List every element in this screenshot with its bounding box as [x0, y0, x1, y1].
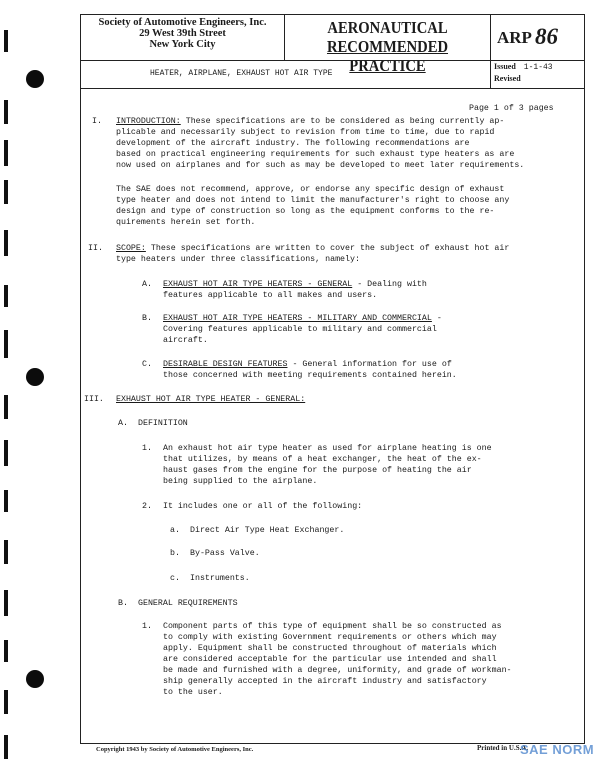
sub-item-text: Direct Air Type Heat Exchanger. [190, 526, 345, 535]
subject-divider [80, 88, 585, 89]
scope-item-title: DESIRABLE DESIGN FEATURES [163, 360, 288, 369]
printed-notice: Printed in U.S.A. [477, 744, 529, 752]
subsection-heading: DEFINITION [138, 419, 188, 428]
issued-date: 1-1-43 [523, 63, 553, 72]
requirement-line: be made and furnished with a degree, uniformity, and grade of workman- [163, 666, 512, 675]
revised-label: Revised [494, 74, 521, 83]
intro-line: development of the aircraft industry. The following recommendations are [116, 139, 470, 148]
org-name: Society of Automotive Engineers, Inc. [98, 17, 267, 28]
arp-number: 86 [535, 24, 558, 49]
definition-line: haust gases from the engine for the purpose of heating the air [163, 466, 472, 475]
copyright-notice: Copyright 1943 by Society of Automotive Engineers, Inc. [96, 746, 254, 753]
requirement-line: to comply with existing Government requirements or others which may [163, 633, 497, 642]
intro-line: now used on airplanes and for such as may be developed to meet later requirements. [116, 161, 525, 170]
intro-para2-line: design and type of construction so long as the equipment conforms to the re- [116, 207, 495, 216]
section-number: I. [92, 117, 102, 126]
definition-line: that utilizes, by means of a heat exchanger, the heat of the ex- [163, 455, 482, 464]
subsection-letter: B. [118, 599, 128, 608]
doc-title-line1: AERONAUTICAL [327, 18, 448, 37]
scope-item-line: those concerned with meeting requirements contained herein. [163, 371, 457, 380]
scope-item-line: features applicable to all makes and users. [163, 291, 378, 300]
requirement-line: ship generally accepted in the aircraft industry and satisfactory [163, 677, 487, 686]
scope-item-line: aircraft. [163, 336, 208, 345]
item-number: 1. [142, 622, 152, 631]
sub-item-letter: a. [170, 526, 180, 535]
subject-row-divider [490, 60, 491, 88]
item-number: 1. [142, 444, 152, 453]
intro-line: based on practical engineering requirements for such exhaust type heaters as are [116, 150, 515, 159]
scope-item-letter: A. [142, 280, 152, 289]
sae-norm-watermark: SAE NORM [520, 742, 595, 757]
header-title-block [285, 14, 490, 75]
requirement-line: are considered acceptable for the particular use intended and shall [163, 655, 497, 664]
sub-item-text: Instruments. [190, 574, 250, 583]
definition-line: It includes one or all of the following: [163, 502, 363, 511]
subsection-heading: GENERAL REQUIREMENTS [138, 599, 238, 608]
intro-line: plicable and necessarily subject to revision from time to time, due to rapid [116, 128, 495, 137]
scope-first-line [116, 243, 509, 254]
scope-item-letter: C. [142, 360, 152, 369]
intro-line: These specifications are to be considered as being currently ap- [185, 117, 505, 126]
doc-title-line2: RECOMMENDED PRACTICE [326, 37, 449, 75]
header-org-block [80, 14, 285, 60]
issued-block [494, 61, 553, 84]
scope-item-letter: B. [142, 314, 152, 323]
org-street: 29 West 39th Street [139, 28, 226, 39]
header-arp-block [490, 14, 585, 60]
scope-item-title: EXHAUST HOT AIR TYPE HEATERS - MILITARY AND COMMERCIAL [163, 314, 432, 323]
scope-item-line: Covering features applicable to military and commercial [163, 325, 437, 334]
requirement-line: to the user. [163, 688, 223, 697]
intro-para2-line: quirements herein set forth. [116, 218, 256, 227]
scope-line: These specifications are written to cover the subject of exhaust hot air [150, 244, 510, 253]
scope-item-title: EXHAUST HOT AIR TYPE HEATERS - GENERAL [163, 280, 353, 289]
section3-heading: EXHAUST HOT AIR TYPE HEATER - GENERAL: [116, 395, 306, 404]
scope-item-line: EXHAUST HOT AIR TYPE HEATERS - GENERAL - Dealing with [163, 280, 427, 289]
scope-line: type heaters under three classifications, namely: [116, 255, 360, 264]
sub-item-letter: b. [170, 549, 180, 558]
sub-item-text: By-Pass Valve. [190, 549, 260, 558]
item-number: 2. [142, 502, 152, 511]
definition-line: An exhaust hot air type heater as used for airplane heating is one [163, 444, 492, 453]
definition-line: being supplied to the airplane. [163, 477, 318, 486]
scope-heading: SCOPE: [116, 244, 146, 253]
requirement-line: Component parts of this type of equipment shall be so constructed as [163, 622, 502, 631]
org-city: New York City [149, 39, 216, 50]
scope-item-line: EXHAUST HOT AIR TYPE HEATERS - MILITARY AND COMMERCIAL - [163, 314, 442, 323]
sub-item-letter: c. [170, 574, 180, 583]
arp-label: ARP [497, 28, 532, 47]
requirement-line: apply. Equipment shall be constructed throughout of materials which [163, 644, 497, 653]
intro-para2-line: type heater and does not intend to limit the manufacturer's right to choose any [116, 196, 510, 205]
section-number: II. [88, 244, 103, 253]
subsection-letter: A. [118, 419, 128, 428]
intro-first-line [116, 116, 504, 127]
page-number: Page 1 of 3 pages [469, 104, 554, 113]
section-number: III. [84, 395, 104, 404]
intro-heading: INTRODUCTION: [116, 117, 181, 126]
subject-title: HEATER, AIRPLANE, EXHAUST HOT AIR TYPE [150, 69, 333, 78]
scope-item-line: DESIRABLE DESIGN FEATURES - General information for use of [163, 360, 452, 369]
issued-label: Issued [494, 62, 516, 71]
intro-para2-line: The SAE does not recommend, approve, or endorse any specific design of exhaust [116, 185, 505, 194]
